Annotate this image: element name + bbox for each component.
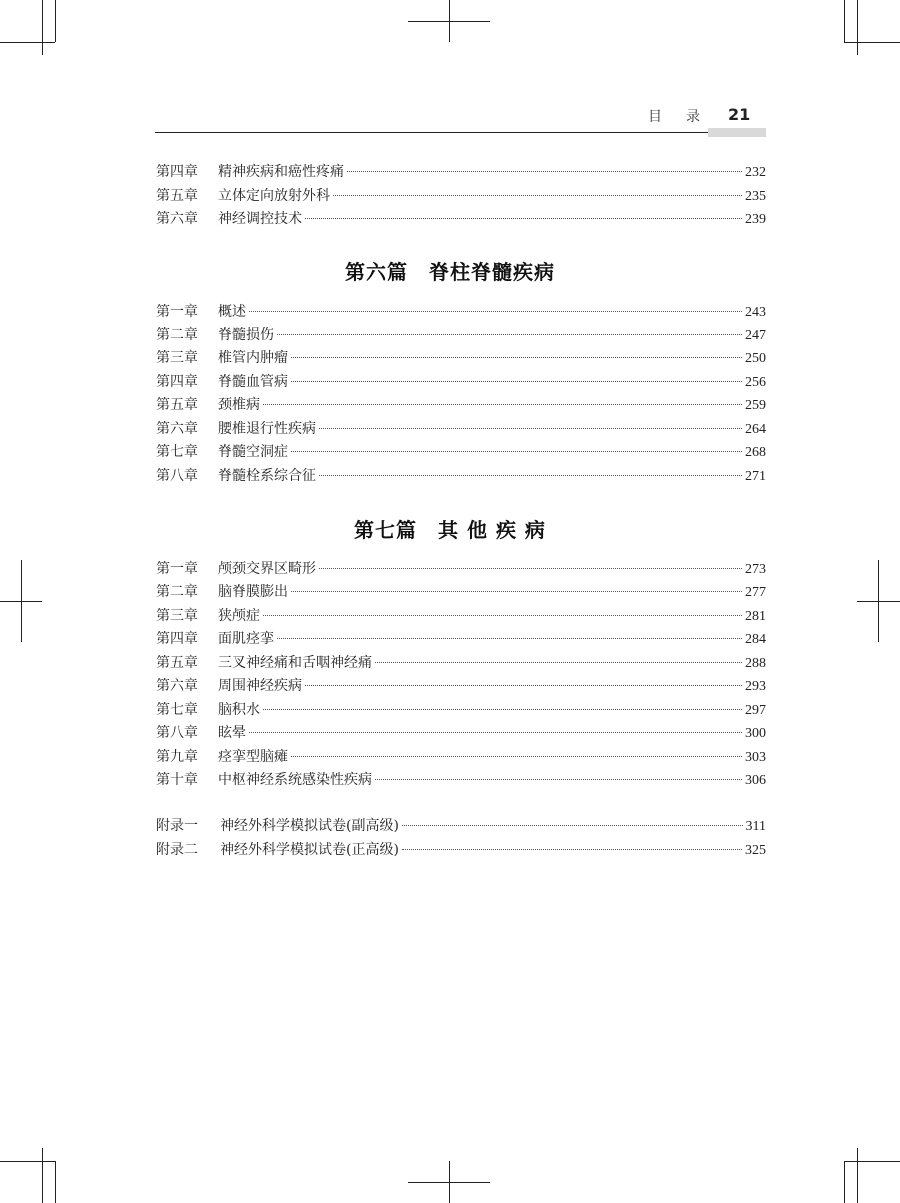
page-ref: 288 xyxy=(745,656,766,671)
header-label: 录 xyxy=(686,109,700,125)
chapter-title: 脊髓血管病 xyxy=(218,374,288,390)
page-ref: 264 xyxy=(745,422,766,437)
running-header xyxy=(155,104,766,138)
chapter-title: 立体定向放射外科 xyxy=(218,188,330,204)
page-ref: 271 xyxy=(745,469,766,484)
chapter-number: 第三章 xyxy=(156,608,198,624)
part-heading: 第六篇 脊柱脊髓疾病 xyxy=(345,260,555,284)
toc-entry[interactable] xyxy=(156,605,766,627)
page-ref: 277 xyxy=(745,585,766,600)
page-ref: 273 xyxy=(745,562,766,577)
chapter-number: 第二章 xyxy=(156,327,198,343)
chapter-number: 第六章 xyxy=(156,421,198,437)
page-ref: 311 xyxy=(745,819,766,834)
chapter-number: 第八章 xyxy=(156,468,198,484)
chapter-title: 三叉神经痛和舌咽神经痛 xyxy=(218,655,372,671)
toc-entry-appendix[interactable] xyxy=(156,839,766,861)
crop-mark xyxy=(0,601,42,602)
chapter-number: 第五章 xyxy=(156,188,198,204)
chapter-number: 第六章 xyxy=(156,211,198,227)
crop-mark xyxy=(408,21,490,22)
page-ref: 300 xyxy=(745,726,766,741)
header-tab xyxy=(708,128,766,137)
dot-leader xyxy=(263,709,742,710)
dot-leader xyxy=(291,756,742,757)
dot-leader xyxy=(249,732,742,733)
page-number: 21 xyxy=(728,105,751,124)
page-ref: 281 xyxy=(745,609,766,624)
chapter-title: 神经调控技术 xyxy=(218,211,302,227)
page-ref: 297 xyxy=(745,703,766,718)
toc-entry[interactable] xyxy=(156,675,766,697)
dot-leader xyxy=(277,638,742,639)
toc-entry[interactable] xyxy=(156,628,766,650)
dot-leader xyxy=(291,591,742,592)
chapter-number: 第四章 xyxy=(156,164,198,180)
chapter-title: 颈椎病 xyxy=(218,397,260,413)
chapter-number: 第四章 xyxy=(156,631,198,647)
chapter-number: 第七章 xyxy=(156,444,198,460)
toc-entry[interactable] xyxy=(156,746,766,768)
dot-leader xyxy=(375,779,742,780)
header-rule xyxy=(155,132,708,133)
chapter-title: 概述 xyxy=(218,304,246,320)
chapter-title: 椎管内肿瘤 xyxy=(218,350,288,366)
dot-leader xyxy=(333,195,742,196)
chapter-title: 脊髓栓系综合征 xyxy=(218,468,316,484)
crop-mark xyxy=(0,42,55,43)
dot-leader xyxy=(402,849,742,850)
chapter-number: 第一章 xyxy=(156,561,198,577)
header-label: 目 xyxy=(648,109,662,125)
crop-mark xyxy=(42,0,43,55)
chapter-title: 脊髓损伤 xyxy=(218,327,274,343)
toc-entry[interactable] xyxy=(156,371,766,393)
toc-entry[interactable] xyxy=(156,722,766,744)
chapter-title: 脊髓空洞症 xyxy=(218,444,288,460)
crop-mark xyxy=(0,1161,55,1162)
toc-entry[interactable] xyxy=(156,394,766,416)
dot-leader xyxy=(319,475,742,476)
appendix-title: 神经外科学模拟试卷(副高级) xyxy=(220,818,399,834)
chapter-title: 狭颅症 xyxy=(218,608,260,624)
crop-mark xyxy=(55,1161,56,1203)
chapter-number: 第八章 xyxy=(156,725,198,741)
page-ref: 268 xyxy=(745,445,766,460)
crop-mark xyxy=(844,1161,900,1162)
crop-mark xyxy=(55,0,56,42)
chapter-title: 中枢神经系统感染性疾病 xyxy=(218,772,372,788)
page-ref: 293 xyxy=(745,679,766,694)
dot-leader xyxy=(263,404,742,405)
chapter-number: 第五章 xyxy=(156,397,198,413)
dot-leader xyxy=(319,568,742,569)
dot-leader xyxy=(347,171,742,172)
dot-leader xyxy=(249,311,742,312)
toc-entry[interactable] xyxy=(156,652,766,674)
dot-leader xyxy=(263,615,742,616)
appendix-number: 附录二 xyxy=(156,842,198,858)
chapter-number: 第六章 xyxy=(156,678,198,694)
dot-leader xyxy=(291,451,742,452)
chapter-number: 第十章 xyxy=(156,772,198,788)
chapter-number: 第七章 xyxy=(156,702,198,718)
crop-mark xyxy=(844,0,845,42)
page-ref: 243 xyxy=(745,305,766,320)
crop-mark xyxy=(844,42,900,43)
page-ref: 325 xyxy=(745,843,766,858)
dot-leader xyxy=(402,825,743,826)
dot-leader xyxy=(305,685,742,686)
toc-entry[interactable] xyxy=(156,185,766,207)
chapter-title: 周围神经疾病 xyxy=(218,678,302,694)
chapter-title: 痉挛型脑瘫 xyxy=(218,749,288,765)
toc-entry[interactable] xyxy=(156,769,766,791)
toc-entry[interactable] xyxy=(156,161,766,183)
appendix-number: 附录一 xyxy=(156,818,198,834)
crop-mark xyxy=(42,1148,43,1203)
crop-mark xyxy=(857,1148,858,1203)
chapter-number: 第一章 xyxy=(156,304,198,320)
chapter-number: 第二章 xyxy=(156,584,198,600)
chapter-title: 脑脊膜膨出 xyxy=(218,584,288,600)
page-ref: 239 xyxy=(745,212,766,227)
chapter-title: 颅颈交界区畸形 xyxy=(218,561,316,577)
page-ref: 232 xyxy=(745,165,766,180)
chapter-number: 第九章 xyxy=(156,749,198,765)
toc-entry[interactable] xyxy=(156,418,766,440)
dot-leader xyxy=(319,428,742,429)
part-heading: 第七篇 其 他 疾 病 xyxy=(354,518,546,542)
toc-entry[interactable] xyxy=(156,301,766,323)
toc-entry[interactable] xyxy=(156,208,766,230)
dot-leader xyxy=(291,381,742,382)
dot-leader xyxy=(305,218,742,219)
appendix-title: 神经外科学模拟试卷(正高级) xyxy=(220,842,399,858)
toc-entry[interactable] xyxy=(156,324,766,346)
page-ref: 250 xyxy=(745,351,766,366)
toc-entry[interactable] xyxy=(156,581,766,603)
page-ref: 256 xyxy=(745,375,766,390)
crop-mark xyxy=(857,0,858,55)
crop-mark xyxy=(844,1161,845,1203)
page-ref: 284 xyxy=(745,632,766,647)
dot-leader xyxy=(375,662,742,663)
crop-mark xyxy=(408,1182,490,1183)
page-ref: 303 xyxy=(745,750,766,765)
toc-entry[interactable] xyxy=(156,441,766,463)
chapter-title: 腰椎退行性疾病 xyxy=(218,421,316,437)
chapter-title: 精神疾病和癌性疼痛 xyxy=(218,164,344,180)
chapter-title: 面肌痉挛 xyxy=(218,631,274,647)
page-ref: 259 xyxy=(745,398,766,413)
toc-entry[interactable] xyxy=(156,465,766,487)
chapter-number: 第三章 xyxy=(156,350,198,366)
page-ref: 235 xyxy=(745,189,766,204)
chapter-number: 第五章 xyxy=(156,655,198,671)
dot-leader xyxy=(277,334,742,335)
chapter-number: 第四章 xyxy=(156,374,198,390)
chapter-title: 脑积水 xyxy=(218,702,260,718)
toc-entry[interactable] xyxy=(156,347,766,369)
toc-entry[interactable] xyxy=(156,699,766,721)
toc-entry[interactable] xyxy=(156,558,766,580)
crop-mark xyxy=(857,601,900,602)
page-ref: 306 xyxy=(745,773,766,788)
chapter-title: 眩晕 xyxy=(218,725,246,741)
dot-leader xyxy=(291,357,742,358)
toc-entry-appendix[interactable] xyxy=(156,815,766,837)
page-ref: 247 xyxy=(745,328,766,343)
